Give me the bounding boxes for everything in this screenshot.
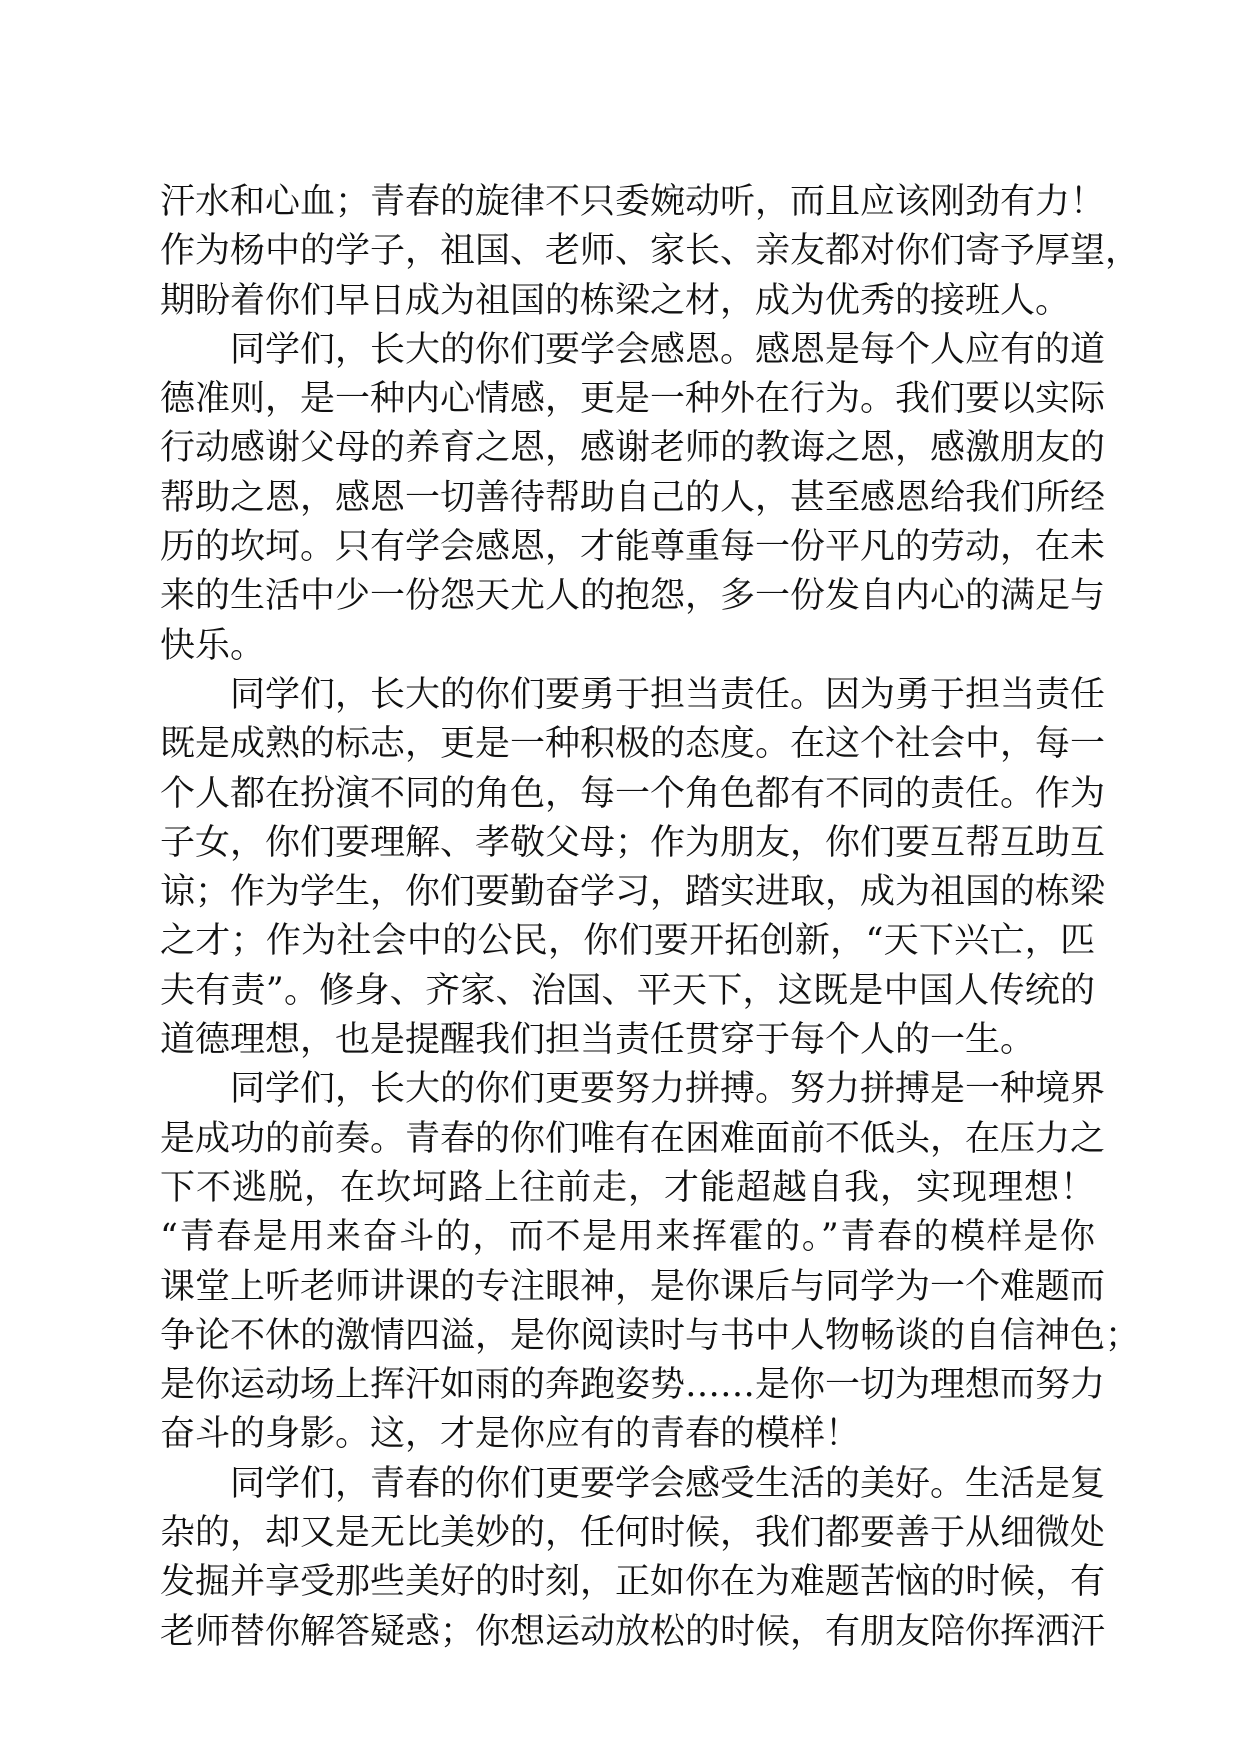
paragraph [160, 178, 1141, 326]
text-line: 既是成熟的标志，更是一种积极的态度。在这个社会中，每一 [160, 724, 1106, 765]
text-line: 同学们，长大的你们要勇于担当责任。因为勇于担当责任 [160, 674, 1106, 715]
text-line: 德准则，是一种内心情感，更是一种外在行为。我们要以实际 [160, 379, 1106, 420]
text-line: “青春是用来奋斗的，而不是用来挥霍的。”青春的模样是你 [160, 1217, 1095, 1258]
text-line: 杂的，却又是无比美妙的，任何时候，我们都要善于从细微处 [160, 1513, 1106, 1554]
text-line: 来的生活中少一份怨天尤人的抱怨，多一份发自内心的满足与 [160, 576, 1106, 617]
text-line: 快乐。 [160, 625, 266, 666]
text-line: 之才；作为社会中的公民，你们要开拓创新，“天下兴亡，匹 [160, 921, 1095, 962]
text-line: 奋斗的身影。这，才是你应有的青春的模样！ [160, 1414, 861, 1455]
text-line: 子女，你们要理解、孝敬父母；作为朋友，你们要互帮互助互 [160, 822, 1106, 863]
text-line: 老师替你解答疑惑；你想运动放松的时候，有朋友陪你挥洒汗 [160, 1611, 1106, 1652]
text-line: 帮助之恩，感恩一切善待帮助自己的人，甚至感恩给我们所经 [160, 477, 1106, 518]
text-line: 是你运动场上挥汗如雨的奔跑姿势……是你一切为理想而努力 [160, 1365, 1106, 1406]
paragraph [160, 1065, 1141, 1459]
text-line: 同学们，青春的你们更要学会感受生活的美好。生活是复 [160, 1463, 1106, 1504]
text-line: 发掘并享受那些美好的时刻，正如你在为难题苦恼的时候，有 [160, 1562, 1106, 1603]
text-line: 夫有责”。修身、齐家、治国、平天下，这既是中国人传统的 [160, 970, 1095, 1011]
text-line: 同学们，长大的你们更要努力拼搏。努力拼搏是一种境界 [160, 1069, 1106, 1110]
text-line: 争论不休的激情四溢，是你阅读时与书中人物畅谈的自信神色； [160, 1315, 1141, 1356]
text-line: 期盼着你们早日成为祖国的栋梁之材，成为优秀的接班人。 [160, 280, 1071, 321]
text-line: 行动感谢父母的养育之恩，感谢老师的教诲之恩，感激朋友的 [160, 428, 1106, 469]
text-line: 同学们，长大的你们要学会感恩。感恩是每个人应有的道 [160, 329, 1106, 370]
text-line: 下不逃脱，在坎坷路上往前走，才能超越自我，实现理想！ [160, 1167, 1095, 1208]
text-line: 汗水和心血；青春的旋律不只委婉动听，而且应该刚劲有力！ [160, 182, 1106, 222]
text-line: 课堂上听老师讲课的专注眼神，是你课后与同学为一个难题而 [160, 1266, 1106, 1307]
text-line: 历的坎坷。只有学会感恩，才能尊重每一份平凡的劳动，在未 [160, 527, 1106, 568]
paragraph [160, 1460, 1106, 1657]
text-line: 个人都在扮演不同的角色，每一个角色都有不同的责任。作为 [160, 773, 1106, 814]
body-text [160, 178, 1141, 1657]
text-line: 道德理想，也是提醒我们担当责任贯穿于每个人的一生。 [160, 1020, 1036, 1061]
paragraph [160, 326, 1106, 671]
paragraph [160, 671, 1106, 1065]
text-line: 谅；作为学生，你们要勤奋学习，踏实进取，成为祖国的栋梁 [160, 872, 1106, 913]
text-line: 作为杨中的学子，祖国、老师、家长、亲友都对你们寄予厚望， [160, 231, 1141, 272]
text-line: 是成功的前奏。青春的你们唯有在困难面前不低头，在压力之 [160, 1118, 1106, 1159]
